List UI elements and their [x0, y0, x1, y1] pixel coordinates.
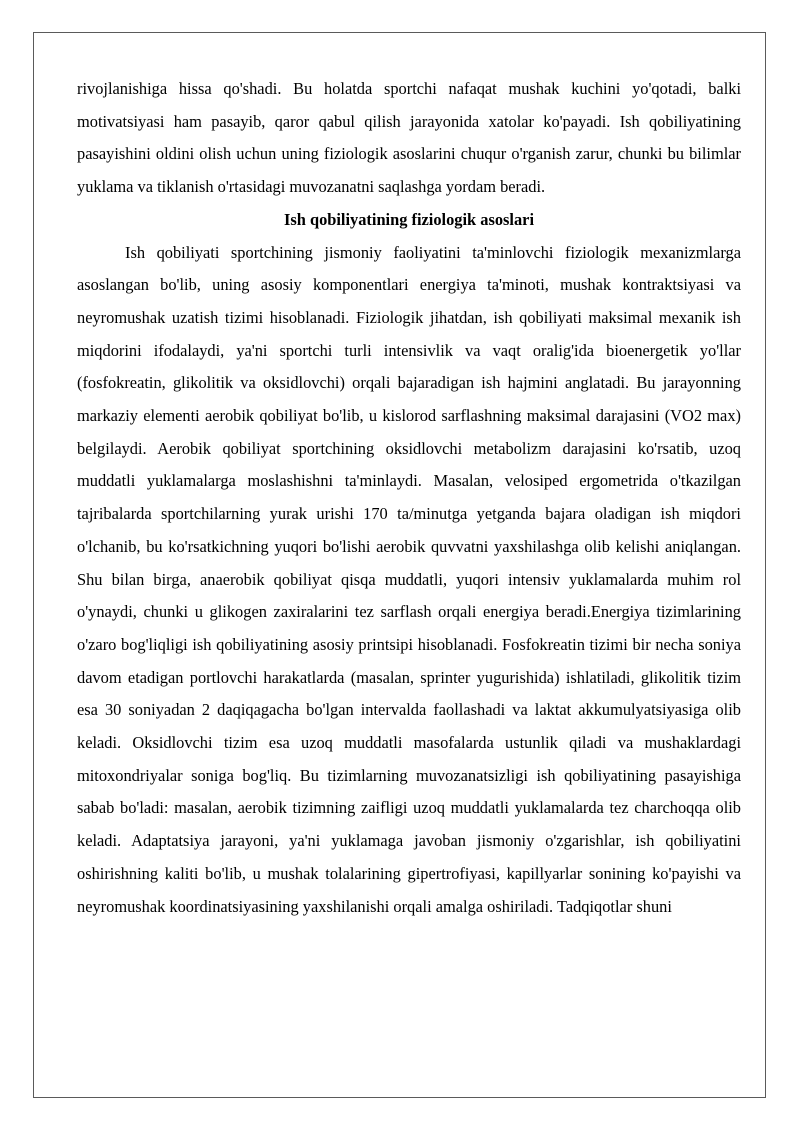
page-content	[77, 73, 741, 923]
continued-paragraph: rivojlanishiga hissa qo'shadi. Bu holatda sportchi nafaqat mushak kuchini yo'qotadi, balki motivatsiyasi ham pasayib, qaror qabul qilish jarayonida xatolar ko'payadi. Ish qobiliyatining pasayishini oldini olish uchun uning fiziologik asoslarini chuqur o'rganish zarur, chunki bu bilimlar yuklama va tiklanish o'rtasidagi muvozanatni saqlashga yordam beradi.	[77, 79, 741, 197]
section-paragraph: Ish qobiliyati sportchining jismoniy faoliyatini ta'minlovchi fiziologik mexanizmlarga asoslangan bo'lib, uning asosiy komponentlari energiya ta'minoti, mushak kontraktsiyasi va neyromushak uzatish tizimi hisoblanadi. Fiziologik jihatdan, ish qobiliyati maksimal mexanik ish miqdorini ifodalaydi, ya'ni sportchi turli intensivlik va vaqt oralig'ida bioenergetik yo'llar (fosfokreatin, glikolitik va oksidlovchi) orqali bajaradigan ish hajmini anglatadi. Bu jarayonning markaziy elementi aerobik qobiliyat bo'lib, u kislorod sarflashning maksimal darajasini (VO2 max) belgilaydi. Aerobik qobiliyat sportchining oksidlovchi metabolizm darajasini ko'rsatib, uzoq muddatli yuklamalarga moslashishni ta'minlaydi. Masalan, velosiped ergometrida o'tkazilgan tajribalarda sportchilarning yurak urishi 170 ta/minutga yetganda bajara oladigan ish miqdori o'lchanib, bu ko'rsatkichning yuqori bo'lishi aerobik quvvatni yaxshilashga olib kelishi aniqlangan. Shu bilan birga, anaerobik qobiliyat qisqa muddatli, yuqori intensiv yuklamalarda muhim rol o'ynaydi, chunki u glikogen zaxiralarini tez sarflash orqali energiya beradi.Energiya tizimlarining o'zaro bog'liqligi ish qobiliyatining asosiy printsipi hisoblanadi. Fosfokreatin tizimi bir necha soniya davom etadigan portlovchi harakatlarda (masalan, sprinter yugurishida) ishlatiladi, glikolitik tizim esa 30 soniyadan 2 daqiqagacha bo'lgan intervalda faollashadi va laktat akkumulyatsiyasiga olib keladi. Oksidlovchi tizim esa uzoq muddatli masofalarda ustunlik qiladi va mushaklardagi mitoxondriyalar soniga bog'liq. Bu tizimlarning muvozanatsizligi ish qobiliyatining pasayishiga sabab bo'ladi: masalan, aerobik tizimning zaifligi uzoq muddatli yuklamalarda tez charchoqqa olib keladi. Adaptatsiya jarayoni, ya'ni yuklamaga javoban jismoniy o'zgarishlar, ish qobiliyatini oshirishning kaliti bo'lib, u mushak tolalarining gipertrofiyasi, kapillyarlar sonining ko'payishi va neyromushak koordinatsiyasining yaxshilanishi orqali amalga oshiriladi. Tadqiqotlar shuni	[77, 242, 741, 916]
section-heading: Ish qobiliyatining fiziologik asoslari	[283, 209, 534, 229]
